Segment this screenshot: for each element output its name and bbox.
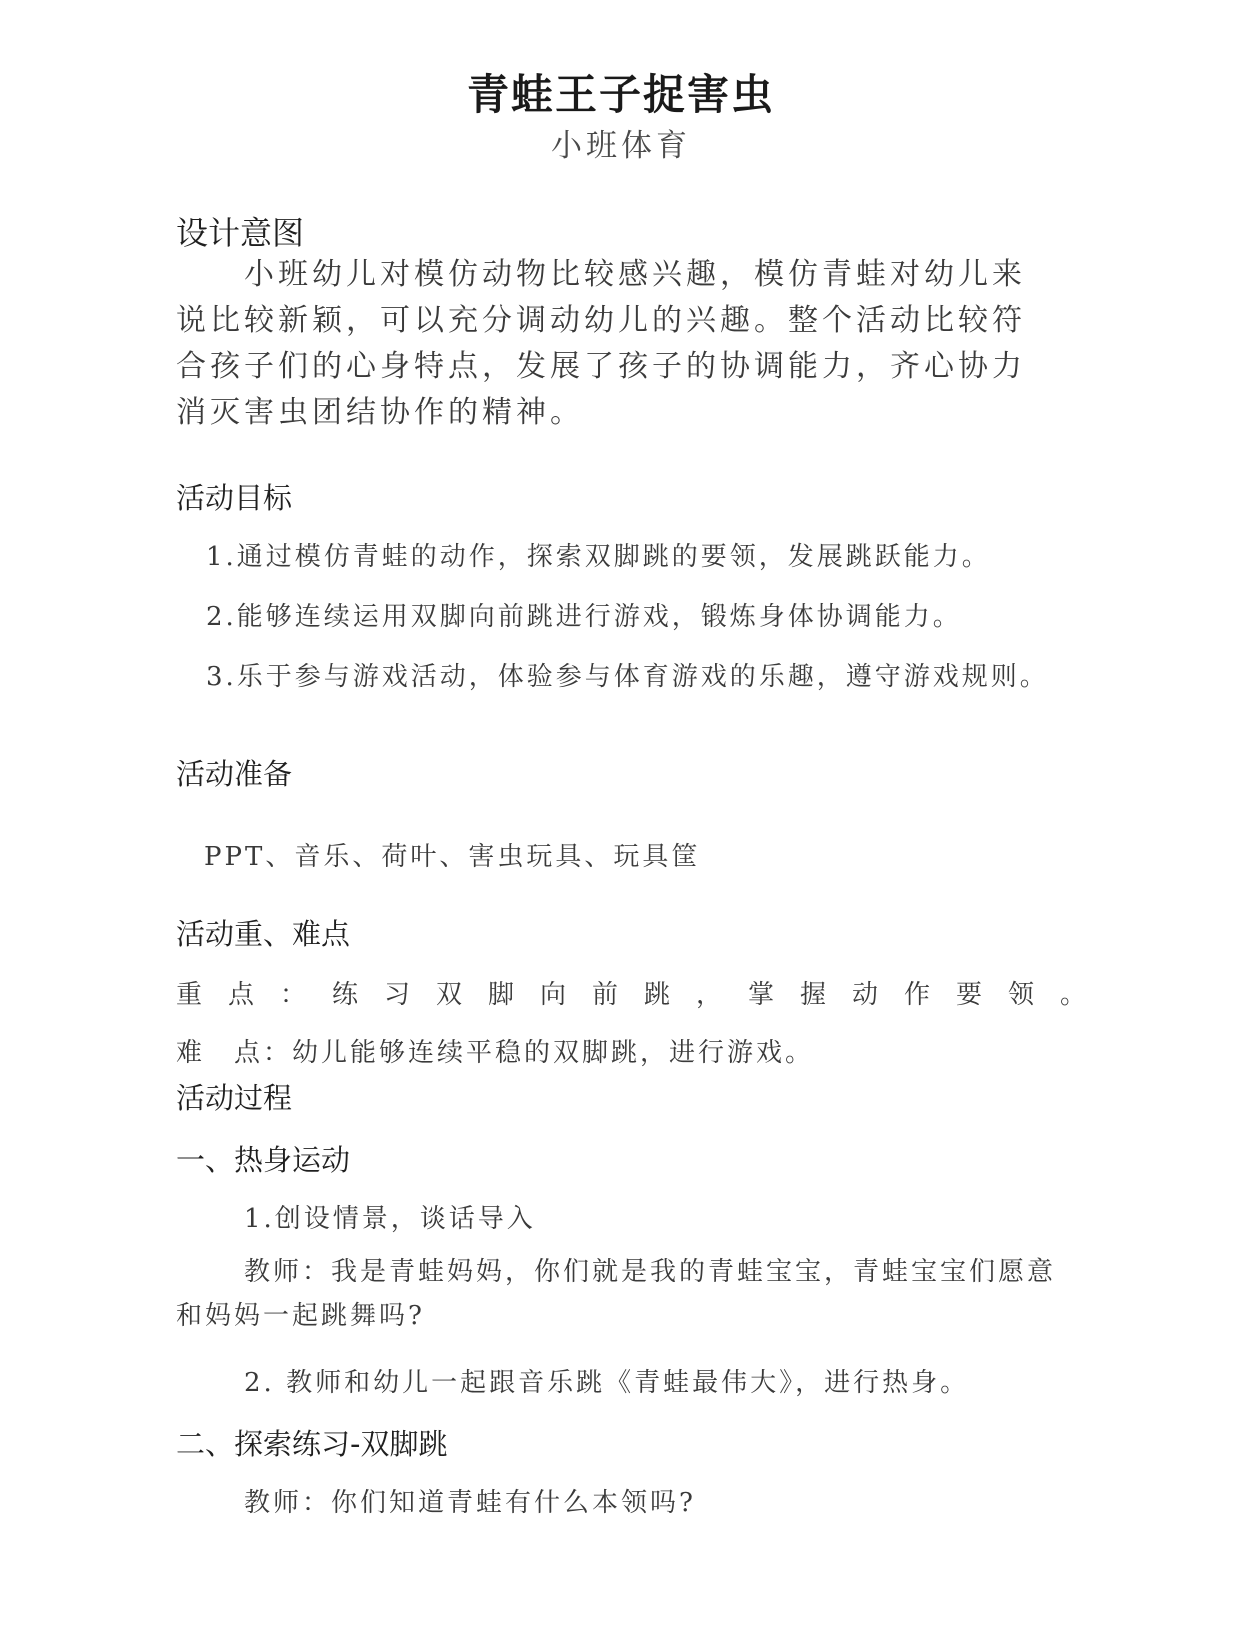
warmup-dialogue: 教师：我是青蛙妈妈，你们就是我的青蛙宝宝，青蛙宝宝们愿意和妈妈一起跳舞吗? [176, 1257, 1057, 1331]
goal-item-1: 1.通过模仿青蛙的动作，探索双脚跳的要领，发展跳跃能力。 [206, 542, 991, 572]
prep-materials: PPT、音乐、荷叶、害虫玩具、玩具筐 [204, 842, 701, 872]
heading-explore: 二、探索练习-双脚跳 [176, 1427, 448, 1461]
heading-goals: 活动目标 [176, 481, 293, 515]
goal-item-2: 2.能够连续运用双脚向前跳进行游戏，锻炼身体协调能力。 [206, 602, 962, 632]
key-point: 重点：练习双脚向前跳，掌握动作要领。 [176, 980, 1113, 1010]
heading-key-points: 活动重、难点 [176, 917, 351, 951]
warmup-step-1: 1.创设情景，谈话导入 [244, 1204, 536, 1234]
explore-dialogue: 教师：你们知道青蛙有什么本领吗? [244, 1488, 696, 1518]
page-title: 青蛙王子捉害虫 [466, 70, 775, 119]
warmup-step-2: 2. 教师和幼儿一起跟音乐跳《青蛙最伟大》，进行热身。 [244, 1368, 970, 1398]
goal-item-3: 3.乐于参与游戏活动，体验参与体育游戏的乐趣，遵守游戏规则。 [206, 662, 1049, 692]
heading-prep: 活动准备 [176, 757, 293, 791]
heading-warmup: 一、热身运动 [176, 1143, 351, 1177]
heading-process: 活动过程 [176, 1081, 293, 1115]
page-subtitle: 小班体育 [551, 128, 691, 164]
difficulty-point: 难 点：幼儿能够连续平稳的双脚跳，进行游戏。 [176, 1038, 815, 1068]
heading-design-intent: 设计意图 [176, 214, 305, 252]
design-intent-paragraph: 小班幼儿对模仿动物比较感兴趣，模仿青蛙对幼儿来说比较新颖，可以充分调动幼儿的兴趣。整个活动比较符合孩子们的心身特点，发展了孩子的协调能力，齐心协力消灭害虫团结协作的精神。 [176, 257, 1026, 430]
